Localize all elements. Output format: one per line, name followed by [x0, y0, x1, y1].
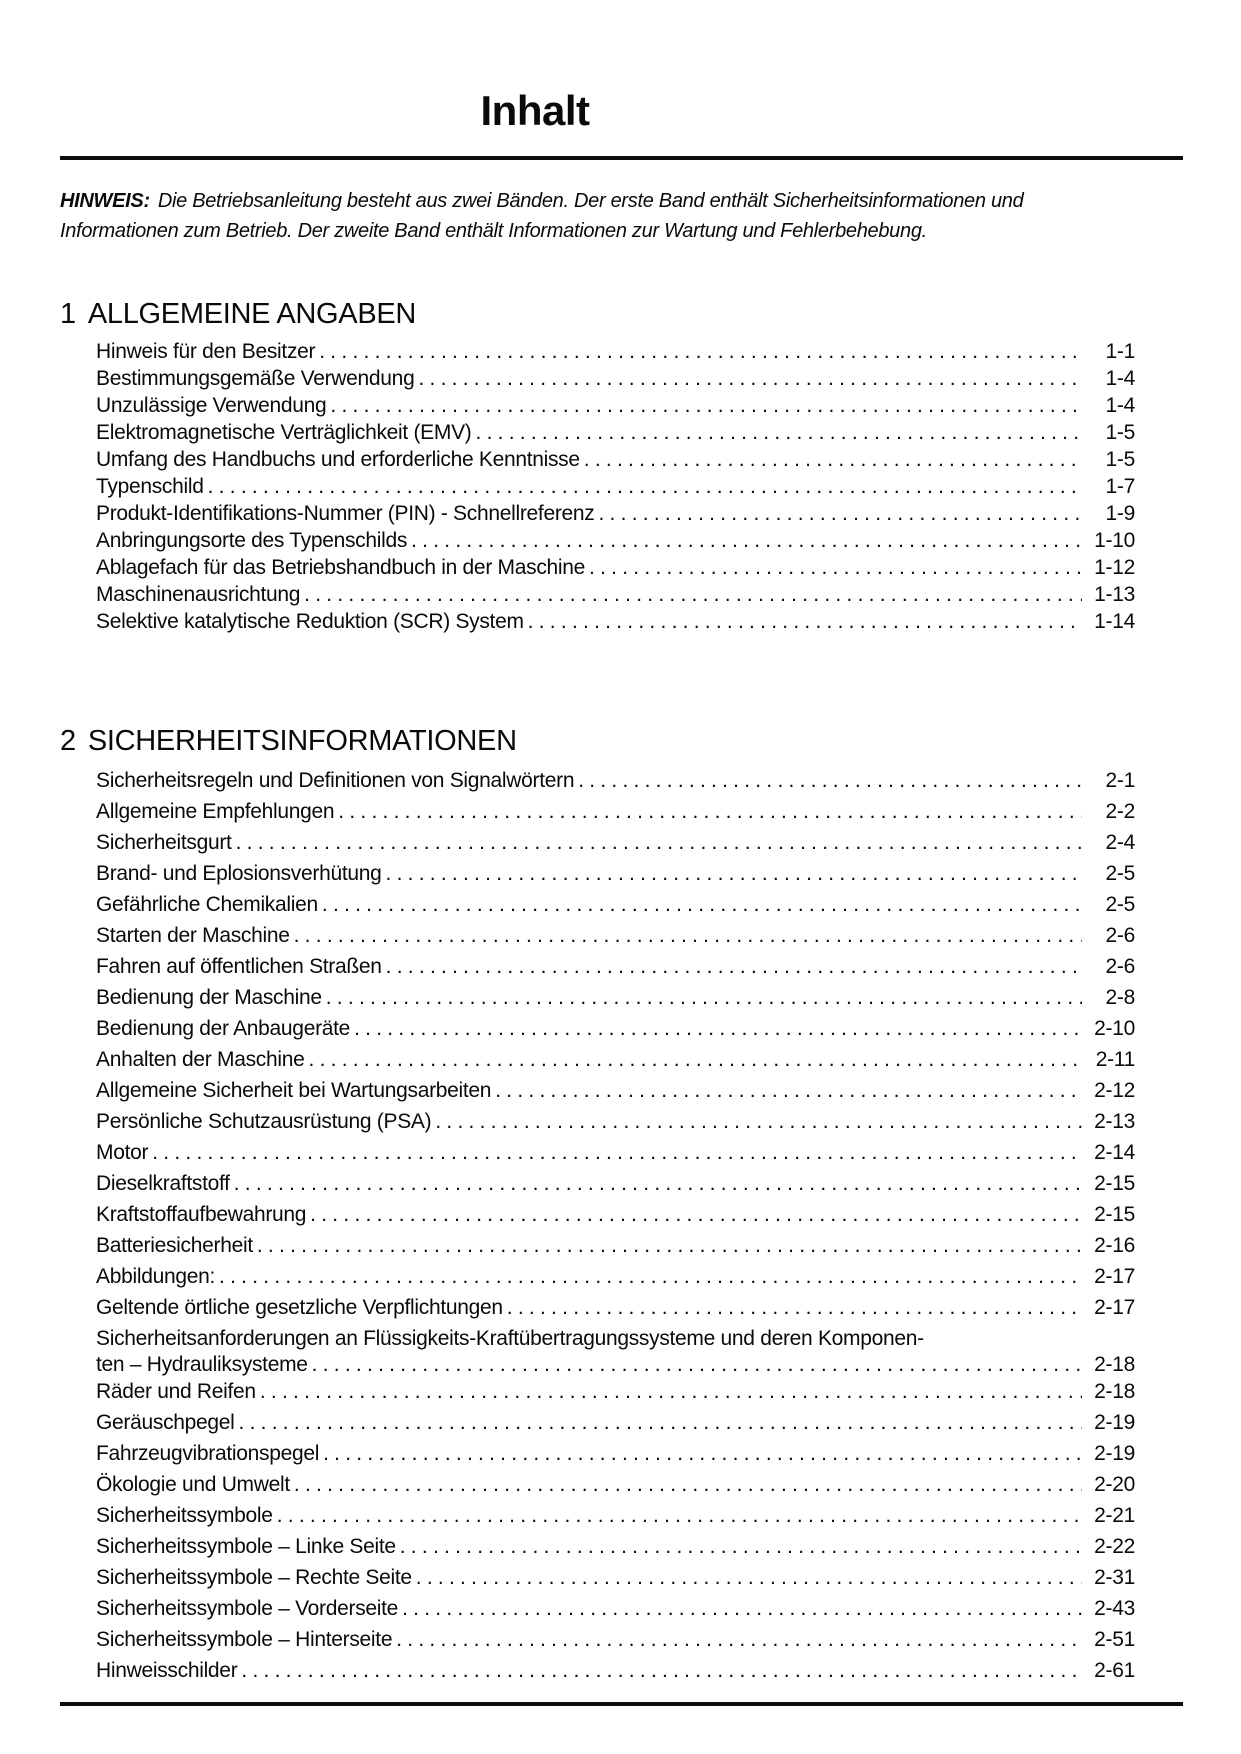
toc-entry-page: 2-17: [1094, 1265, 1135, 1288]
toc-entry-page: 2-14: [1094, 1141, 1135, 1164]
toc-entry: [96, 419, 1183, 446]
toc-entry-label: Allgemeine Empfehlungen: [96, 800, 335, 823]
toc-entry-label: Ökologie und Umwelt: [96, 1473, 290, 1496]
note-text: Die Betriebsanleitung besteht aus zwei Bänden. Der erste Band enthält Sicherheitsinformationen und Informationen zum Betrieb. Der zweite Band enthält Informationen zur Wartung und Fehlerbehebung.: [60, 190, 1024, 242]
toc-entry-label: Persönliche Schutzausrüstung (PSA): [96, 1110, 432, 1133]
toc-dot-leader: [326, 982, 1082, 1013]
toc-dot-leader: [294, 920, 1082, 951]
toc-entry-label: Ablagefach für das Betriebshandbuch in der Maschine: [96, 556, 586, 579]
toc-entry-label: Gefährliche Chemikalien: [96, 893, 318, 916]
toc-section: [60, 725, 1183, 1686]
toc-entry-label: Dieselkraftstoff: [96, 1172, 230, 1195]
toc-entry-page: 2-31: [1094, 1566, 1135, 1589]
toc-dot-leader: [402, 1593, 1082, 1624]
toc-dot-leader: [241, 1655, 1082, 1686]
toc-entry-page: 2-15: [1094, 1203, 1135, 1226]
toc-entry: [96, 446, 1183, 473]
section-title: ALLGEMEINE ANGABEN: [87, 298, 417, 330]
toc-dot-leader: [400, 1531, 1082, 1562]
toc-entry-label: Bedienung der Maschine: [96, 986, 322, 1009]
toc-section: [60, 298, 1183, 635]
toc-entry-label: Sicherheitssymbole – Linke Seite: [96, 1535, 396, 1558]
toc-entry-page: 1-14: [1094, 610, 1135, 633]
toc-dot-leader: [338, 796, 1082, 827]
toc-entry: [96, 554, 1183, 581]
toc-entry-label: Unzulässige Verwendung: [96, 394, 327, 417]
toc-dot-leader: [323, 1438, 1082, 1469]
note-paragraph: [60, 186, 1045, 246]
toc-entry-page: 1-10: [1094, 529, 1135, 552]
toc-dot-leader: [330, 392, 1082, 419]
toc-entry-label: Fahrzeugvibrationspegel: [96, 1442, 320, 1465]
toc-entry-label: Umfang des Handbuchs und erforderliche Kenntnisse: [96, 448, 580, 471]
toc-dot-leader: [598, 500, 1082, 527]
toc-entry: [96, 1655, 1183, 1686]
toc-entry: [96, 1137, 1183, 1168]
toc-entry-page: 2-61: [1094, 1659, 1135, 1682]
toc-dot-leader: [354, 1013, 1082, 1044]
toc-entry-page: 2-15: [1094, 1172, 1135, 1195]
toc-entry-page: 2-6: [1105, 924, 1135, 947]
toc-entry: [96, 1500, 1183, 1531]
toc-dot-leader: [495, 1075, 1082, 1106]
toc-entry-label: Sicherheitssymbole – Hinterseite: [96, 1628, 393, 1651]
toc-entry-page: 1-5: [1105, 448, 1135, 471]
toc-entry-label: Sicherheitssymbole – Vorderseite: [96, 1597, 399, 1620]
section-heading: [60, 725, 1183, 757]
toc-entry-page: 2-13: [1094, 1110, 1135, 1133]
toc-entry-label: Starten der Maschine: [96, 924, 290, 947]
toc-entry-label: Brand- und Eplosionsverhütung: [96, 862, 382, 885]
toc-entry: [96, 473, 1183, 500]
toc-entry-page: 1-13: [1094, 583, 1135, 606]
toc-dot-leader: [208, 473, 1082, 500]
toc-dot-leader: [578, 765, 1082, 796]
toc-entry: [96, 858, 1183, 889]
toc-entry: [96, 1199, 1183, 1230]
toc-entry-label: Typenschild: [96, 475, 204, 498]
toc-entry-page: 2-10: [1094, 1017, 1135, 1040]
toc-entry: [96, 1438, 1183, 1469]
bottom-divider: [60, 1702, 1183, 1706]
toc-dot-leader: [589, 554, 1082, 581]
toc-entry-label: Produkt-Identifikations-Nummer (PIN) - Schnellreferenz: [96, 502, 595, 525]
toc-entry-page: 2-20: [1094, 1473, 1135, 1496]
toc-entry-page: 2-19: [1094, 1411, 1135, 1434]
section-title: SICHERHEITSINFORMATIONEN: [87, 725, 517, 757]
toc-entry-page: 2-5: [1105, 893, 1135, 916]
toc-entry-label: Hinweisschilder: [96, 1659, 238, 1682]
toc-dot-leader: [312, 1354, 1082, 1376]
toc-entry: [96, 1292, 1183, 1323]
toc-entry: [96, 581, 1183, 608]
toc-dot-leader: [152, 1137, 1082, 1168]
toc-entry-page: 2-17: [1094, 1296, 1135, 1319]
toc-entry-page: 1-4: [1105, 367, 1135, 390]
toc-dot-leader: [411, 527, 1082, 554]
toc-entry-page: 1-12: [1094, 556, 1135, 579]
toc-entry: [96, 608, 1183, 635]
toc-entry: [96, 1168, 1183, 1199]
toc-dot-leader: [236, 827, 1082, 858]
toc-sections: [60, 298, 1183, 1686]
toc-dot-leader: [294, 1469, 1082, 1500]
toc-entry-page: 1-4: [1105, 394, 1135, 417]
toc-dot-leader: [418, 365, 1082, 392]
toc-dot-leader: [435, 1106, 1082, 1137]
toc-entry-label: Allgemeine Sicherheit bei Wartungsarbeiten: [96, 1079, 492, 1102]
toc-entry-label: ten – Hydrauliksysteme: [96, 1353, 308, 1376]
toc-entry: [96, 951, 1183, 982]
title-block: [60, 87, 1010, 134]
toc-entry-page: 2-8: [1105, 986, 1135, 1009]
toc-entry-label: Sicherheitsregeln und Definitionen von Signalwörtern: [96, 769, 575, 792]
section-number: 2: [60, 725, 76, 757]
toc-entry-page: 2-6: [1105, 955, 1135, 978]
toc-entry: [96, 527, 1183, 554]
toc-entry-label: Batteriesicherheit: [96, 1234, 253, 1257]
toc-entry-label: Fahren auf öffentlichen Straßen: [96, 955, 382, 978]
toc-entry-label: Räder und Reifen: [96, 1380, 256, 1403]
toc-dot-leader: [319, 338, 1082, 365]
toc-entry-label: Sicherheitssymbole: [96, 1504, 273, 1527]
toc-dot-leader: [309, 1044, 1083, 1075]
toc-entry-label: Abbildungen:: [96, 1265, 216, 1288]
toc-entry: [96, 827, 1183, 858]
toc-entry-label: Sicherheitsgurt: [96, 831, 232, 854]
toc-entry: [96, 1469, 1183, 1500]
toc-dot-leader: [260, 1376, 1082, 1407]
top-divider: [60, 156, 1183, 160]
toc-entry: [96, 1624, 1183, 1655]
toc-entry: [96, 365, 1183, 392]
toc-entry: [96, 1261, 1183, 1292]
toc-dot-leader: [416, 1562, 1082, 1593]
toc-entry: [96, 1376, 1183, 1407]
toc-entry: [96, 392, 1183, 419]
toc-dot-leader: [507, 1292, 1082, 1323]
toc-dot-leader: [386, 951, 1082, 982]
toc-entry: [96, 1531, 1183, 1562]
toc-dot-leader: [476, 419, 1083, 446]
toc-entry-page: 2-43: [1094, 1597, 1135, 1620]
toc-entry: [96, 982, 1183, 1013]
toc-entry-label: Hinweis für den Besitzer: [96, 340, 316, 363]
toc-entry: [96, 889, 1183, 920]
toc-entry-label: Sicherheitssymbole – Rechte Seite: [96, 1566, 412, 1589]
toc-entry-label: Anbringungsorte des Typenschilds: [96, 529, 408, 552]
toc-entry-page: 2-21: [1094, 1504, 1135, 1527]
toc-entry: [96, 338, 1183, 365]
toc-entry-page: 1-9: [1105, 502, 1135, 525]
toc-dot-leader: [277, 1500, 1082, 1531]
toc-entry: [96, 1323, 1183, 1354]
toc-dot-leader: [584, 446, 1082, 473]
toc-entry-label: Bedienung der Anbaugeräte: [96, 1017, 351, 1040]
toc-entry: [96, 1044, 1183, 1075]
toc-entry-label: Kraftstoffaufbewahrung: [96, 1203, 307, 1226]
toc-entry: [96, 500, 1183, 527]
toc-entry-label: Geräuschpegel: [96, 1411, 235, 1434]
toc-entry-page: 1-7: [1105, 475, 1135, 498]
toc-entry-page: 2-18: [1094, 1353, 1135, 1376]
toc-entry-label: Geltende örtliche gesetzliche Verpflichtungen: [96, 1296, 503, 1319]
toc-dot-leader: [310, 1199, 1082, 1230]
toc-entry: [96, 1407, 1183, 1438]
toc-entry-label: Selektive katalytische Reduktion (SCR) System: [96, 610, 524, 633]
toc-entry: [96, 1075, 1183, 1106]
toc-dot-leader: [528, 608, 1082, 635]
toc-entry-label: Anhalten der Maschine: [96, 1048, 305, 1071]
note-label: HINWEIS:: [60, 190, 150, 212]
section-heading: [60, 298, 1183, 330]
toc-entry: [96, 796, 1183, 827]
section-number: 1: [60, 298, 76, 330]
toc-entry-page: 2-22: [1094, 1535, 1135, 1558]
toc-entry: [96, 1106, 1183, 1137]
toc-dot-leader: [322, 889, 1082, 920]
toc-entry-label: Sicherheitsanforderungen an Flüssigkeits-Kraftübertragungssysteme und deren Komponen-: [96, 1327, 924, 1350]
toc-dot-leader: [219, 1261, 1082, 1292]
toc-entry: [96, 765, 1183, 796]
toc-entry-page: 1-5: [1105, 421, 1135, 444]
toc-entry-label: Elektromagnetische Verträglichkeit (EMV): [96, 421, 472, 444]
page-title: Inhalt: [480, 87, 590, 134]
toc-entry-page: 2-18: [1094, 1380, 1135, 1403]
toc-dot-leader: [257, 1230, 1082, 1261]
toc-dot-leader: [239, 1407, 1082, 1438]
toc-dot-leader: [396, 1624, 1082, 1655]
toc-dot-leader: [304, 581, 1082, 608]
toc-entry: [96, 1230, 1183, 1261]
toc-entry-page: 2-11: [1095, 1048, 1135, 1071]
toc-entry-page: 1-1: [1105, 340, 1135, 363]
toc-entry-label: Maschinenausrichtung: [96, 583, 301, 606]
toc-entry-page: 2-19: [1094, 1442, 1135, 1465]
toc-entry: [96, 1593, 1183, 1624]
toc-entry: [96, 920, 1183, 951]
toc-entry-page: 2-1: [1105, 769, 1135, 792]
toc-entry-page: 2-51: [1094, 1628, 1135, 1651]
toc-entry-page: 2-12: [1094, 1079, 1135, 1102]
toc-entry-page: 2-2: [1105, 800, 1135, 823]
toc-entry: [96, 1013, 1183, 1044]
toc-entry: [96, 1354, 1183, 1376]
toc-entry-label: Motor: [96, 1141, 149, 1164]
toc-entry-page: 2-5: [1105, 862, 1135, 885]
toc-dot-leader: [234, 1168, 1082, 1199]
toc-entry-page: 2-4: [1105, 831, 1135, 854]
toc-entry: [96, 1562, 1183, 1593]
toc-entry-label: Bestimmungsgemäße Verwendung: [96, 367, 415, 390]
toc-dot-leader: [386, 858, 1083, 889]
toc-entry-page: 2-16: [1094, 1234, 1135, 1257]
